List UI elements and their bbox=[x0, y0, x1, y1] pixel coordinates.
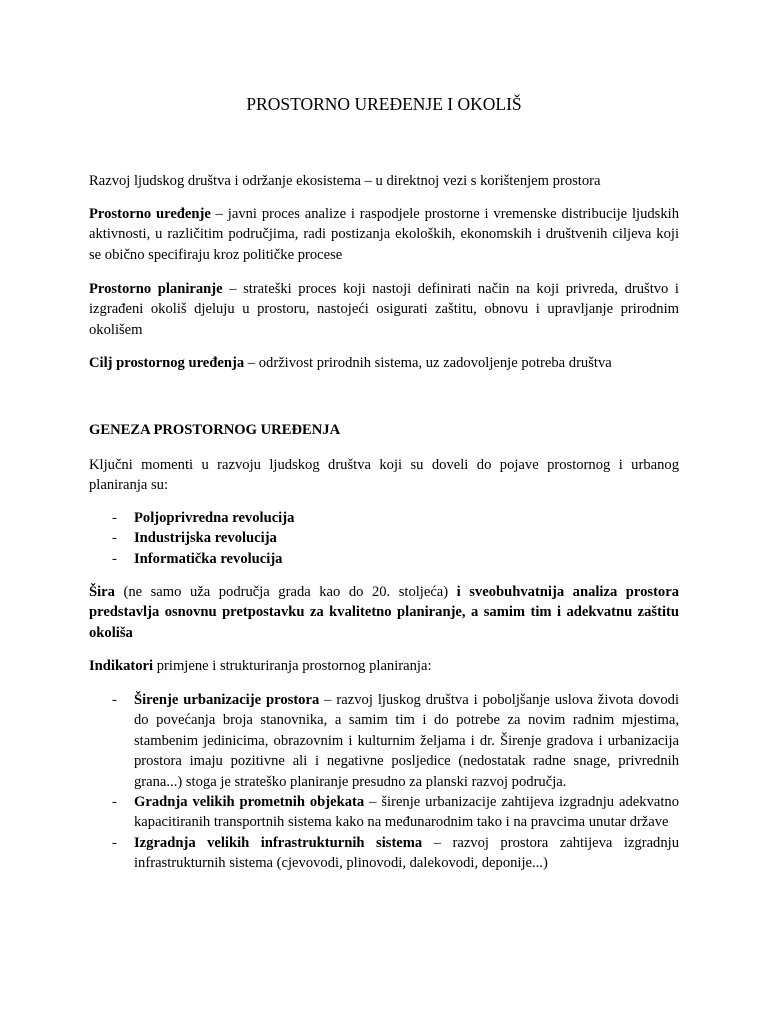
section-heading: GENEZA PROSTORNOG UREĐENJA bbox=[89, 422, 341, 438]
indicators-bold: Indikatori bbox=[89, 658, 154, 674]
indicator-term: Širenje urbanizacije prostora bbox=[134, 692, 320, 708]
sira-normal: (ne samo uža područja grada kao do 20. stoljeća) bbox=[114, 584, 457, 600]
list-item-label: Industrijska revolucija bbox=[134, 530, 277, 547]
intro-paragraph: Razvoj ljudskog društva i održanje ekosistema – u direktnoj vezi s korištenjem prostora bbox=[89, 173, 601, 189]
list-item bbox=[89, 508, 679, 528]
definition-term: Cilj prostornog uređenja bbox=[89, 355, 245, 371]
definition-term: Prostorno planiranje bbox=[89, 281, 223, 297]
list-item bbox=[89, 833, 679, 874]
list-item bbox=[89, 690, 679, 792]
indicator-term: Gradnja velikih prometnih objekata bbox=[134, 794, 365, 811]
list-dash: - bbox=[112, 530, 117, 547]
indicators-paragraph bbox=[89, 656, 679, 676]
indicator-text: – razvoj ljuskog društva i poboljšanje uslova života dovodi do povećanja broja stanovnika, a samim tim i do potrebe za novim radnim mjestima, stambenim jedinicima, obrazovnim i kulturnim željama i dr. Širenje gradova i urbanizacija prostora imaju pozitivne ali i negativne posljedice (nedostatak radne snage, privrednih grana...) stoga je strateško planiranje presudno za planski razvoj područja. bbox=[134, 692, 680, 790]
list-item-label: Informatička revolucija bbox=[134, 550, 283, 567]
moments-intro: Ključni momenti u razvoju ljudskog društva koji su doveli do pojave prostornog i urbanog planiranja su: bbox=[89, 457, 679, 494]
page-title: PROSTORNO UREĐENJE I OKOLIŠ bbox=[246, 94, 522, 114]
definition-text: – održivost prirodnih sistema, uz zadovoljenje potreba društva bbox=[244, 355, 612, 371]
indicators-list bbox=[89, 690, 679, 874]
list-dash: - bbox=[112, 692, 117, 708]
list-item bbox=[89, 792, 679, 833]
definition-term: Prostorno uređenje bbox=[89, 206, 211, 222]
indicators-text: primjene i strukturiranja prostornog planiranja: bbox=[153, 658, 432, 674]
indicator-text: – razvoj prostora zahtijeva izgradnju infrastrukturnih sistema (cjevovodi, plinovodi, dalekovodi, deponije...) bbox=[134, 834, 679, 872]
revolutions-list bbox=[89, 508, 679, 569]
list-dash: - bbox=[112, 510, 117, 526]
sira-bold-end: i sveobuhvatnija analiza prostora predstavlja osnovnu pretpostavku za kvalitetno planiranje, a samim tim i adekvatnu zaštitu okoliša bbox=[89, 584, 680, 641]
definition-cilj bbox=[89, 353, 679, 373]
definition-text: – javni proces analize i raspodjele prostorne i vremenske distribucije ljudskih aktivnosti, u različitim područjima, radi postizanja ekoloških, ekonomskih i društvenih ciljeva koji se obično specifiraju kroz političke procese bbox=[89, 206, 679, 263]
list-dash: - bbox=[112, 834, 117, 851]
list-dash: - bbox=[112, 794, 117, 811]
list-item bbox=[89, 528, 679, 548]
indicator-term: Izgradnja velikih infrastrukturnih sistema bbox=[134, 834, 423, 851]
definition-text: – strateški proces koji nastoji definirati način na koji privreda, društvo i izgrađeni okoliš djeluju u prostoru, nastojeći osigurati zaštitu, obnovu i upravljanje prirodnim okolišem bbox=[89, 281, 679, 338]
sira-bold-start: Šira bbox=[89, 584, 115, 600]
sira-paragraph bbox=[89, 582, 679, 643]
definition-prostorno-uredjenje bbox=[89, 204, 679, 265]
list-item bbox=[89, 549, 679, 569]
definition-prostorno-planiranje bbox=[89, 279, 679, 340]
indicator-text: – širenje urbanizacije zahtijeva izgradnju adekvatno kapacitiranih transportnih sistema kako na međunarodnim tako i na pravcima unutar države bbox=[134, 794, 679, 831]
list-item-label: Poljoprivredna revolucija bbox=[134, 510, 295, 526]
list-dash: - bbox=[112, 550, 117, 567]
